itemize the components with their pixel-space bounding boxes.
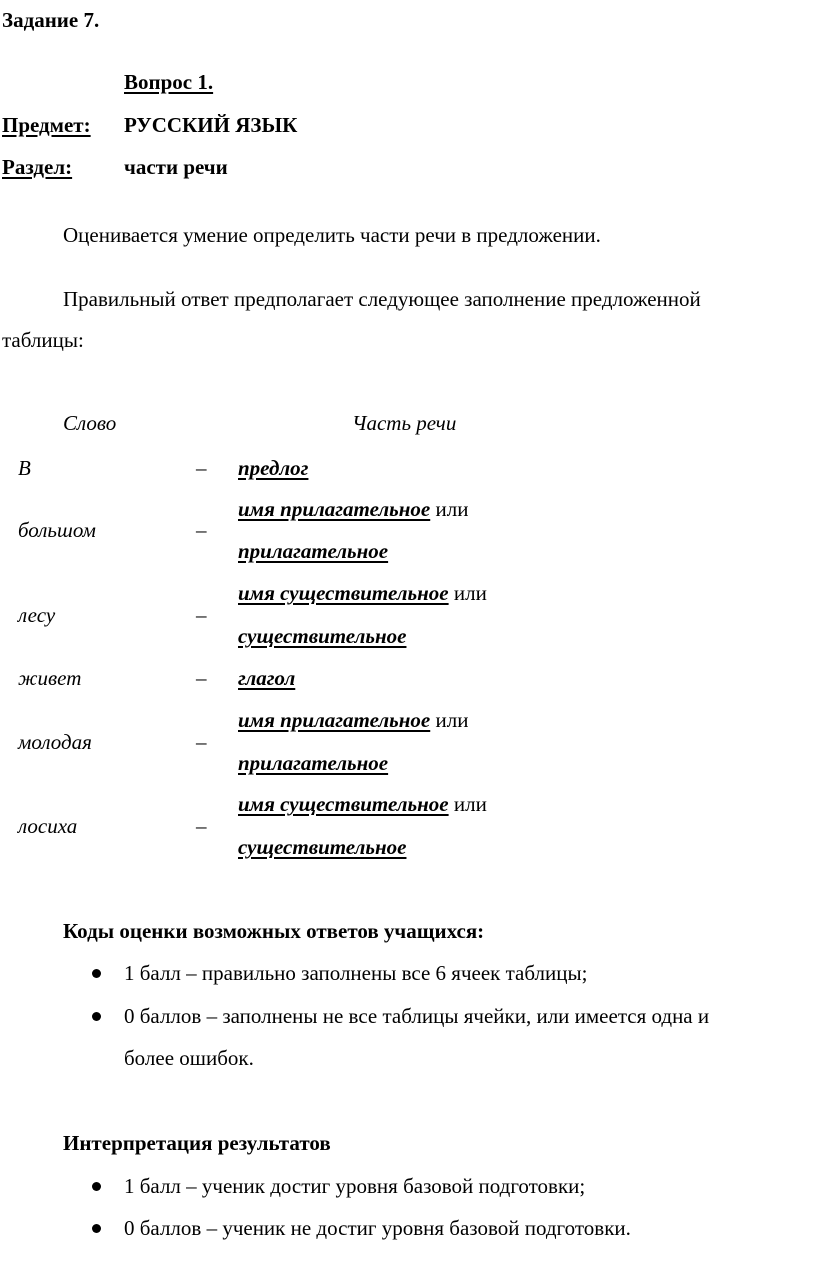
table-row-pos: имя прилагательное <box>238 708 431 732</box>
table-row-pos-line-1 <box>238 497 468 522</box>
table-row-pos: имя существительное <box>238 581 449 605</box>
table-row-pos: имя существительное <box>238 792 449 816</box>
table-row-dash: – <box>196 666 207 690</box>
interpretation-heading: Интерпретация результатов <box>63 1131 331 1155</box>
bullet-icon <box>92 1182 101 1191</box>
interpretation-item-1: 1 балл – ученик достиг уровня базовой подготовки; <box>124 1174 586 1198</box>
codes-item-1: 1 балл – правильно заполнены все 6 ячеек таблицы; <box>124 961 588 985</box>
bullet-icon <box>92 1224 101 1233</box>
codes-item-2-line-1: 0 баллов – заполнены не все таблицы ячейки, или имеется одна и <box>124 1004 710 1028</box>
table-row-pos-alt: существительное <box>238 624 407 648</box>
table-row-dash: – <box>196 814 207 838</box>
table-row-pos-alt: существительное <box>238 835 407 859</box>
table-row-word: В <box>18 456 31 480</box>
table-row-or: или <box>435 708 469 732</box>
table-row-word: лесу <box>18 603 56 627</box>
subject-label: Предмет: <box>2 113 91 137</box>
table-row-word: живет <box>18 666 82 690</box>
codes-item-2-line-2: более ошибок. <box>124 1046 254 1070</box>
table-row-dash: – <box>196 730 207 754</box>
table-row-dash: – <box>196 603 207 627</box>
table-row-pos-alt: прилагательное <box>238 751 389 775</box>
table-row-word: большом <box>18 518 96 542</box>
table-row-pos-line-1 <box>238 581 487 606</box>
table-row-dash: – <box>196 456 207 480</box>
intro-paragraph-2-line-1: Правильный ответ предполагает следующее заполнение предложенной <box>63 287 701 311</box>
table-row-or: или <box>435 497 469 521</box>
table-header-word: Слово <box>63 411 117 435</box>
bullet-icon <box>92 969 101 978</box>
section-label: Раздел: <box>2 155 73 179</box>
task-title: Задание 7. <box>2 8 100 32</box>
table-row-or: или <box>453 581 487 605</box>
table-row-or: или <box>453 792 487 816</box>
table-row-dash: – <box>196 518 207 542</box>
table-header-part-of-speech: Часть речи <box>352 411 457 435</box>
intro-paragraph-1: Оценивается умение определить части речи в предложении. <box>63 223 601 247</box>
intro-paragraph-2-line-2: таблицы: <box>2 328 84 352</box>
subject-value: РУССКИЙ ЯЗЫК <box>124 113 298 137</box>
table-row-pos: имя прилагательное <box>238 497 431 521</box>
table-row-word: молодая <box>18 730 92 754</box>
table-row-pos-line-1 <box>238 792 487 817</box>
table-row-pos-alt: прилагательное <box>238 539 389 563</box>
codes-heading: Коды оценки возможных ответов учащихся: <box>63 919 485 943</box>
table-row-word: лосиха <box>18 814 78 838</box>
bullet-icon <box>92 1012 101 1021</box>
section-value: части речи <box>124 155 228 179</box>
table-row-pos: предлог <box>238 456 309 480</box>
interpretation-item-2: 0 баллов – ученик не достиг уровня базовой подготовки. <box>124 1216 631 1240</box>
table-row-pos: глагол <box>238 666 296 690</box>
question-number: Вопрос 1. <box>124 70 214 94</box>
table-row-pos-line-1 <box>238 708 468 733</box>
